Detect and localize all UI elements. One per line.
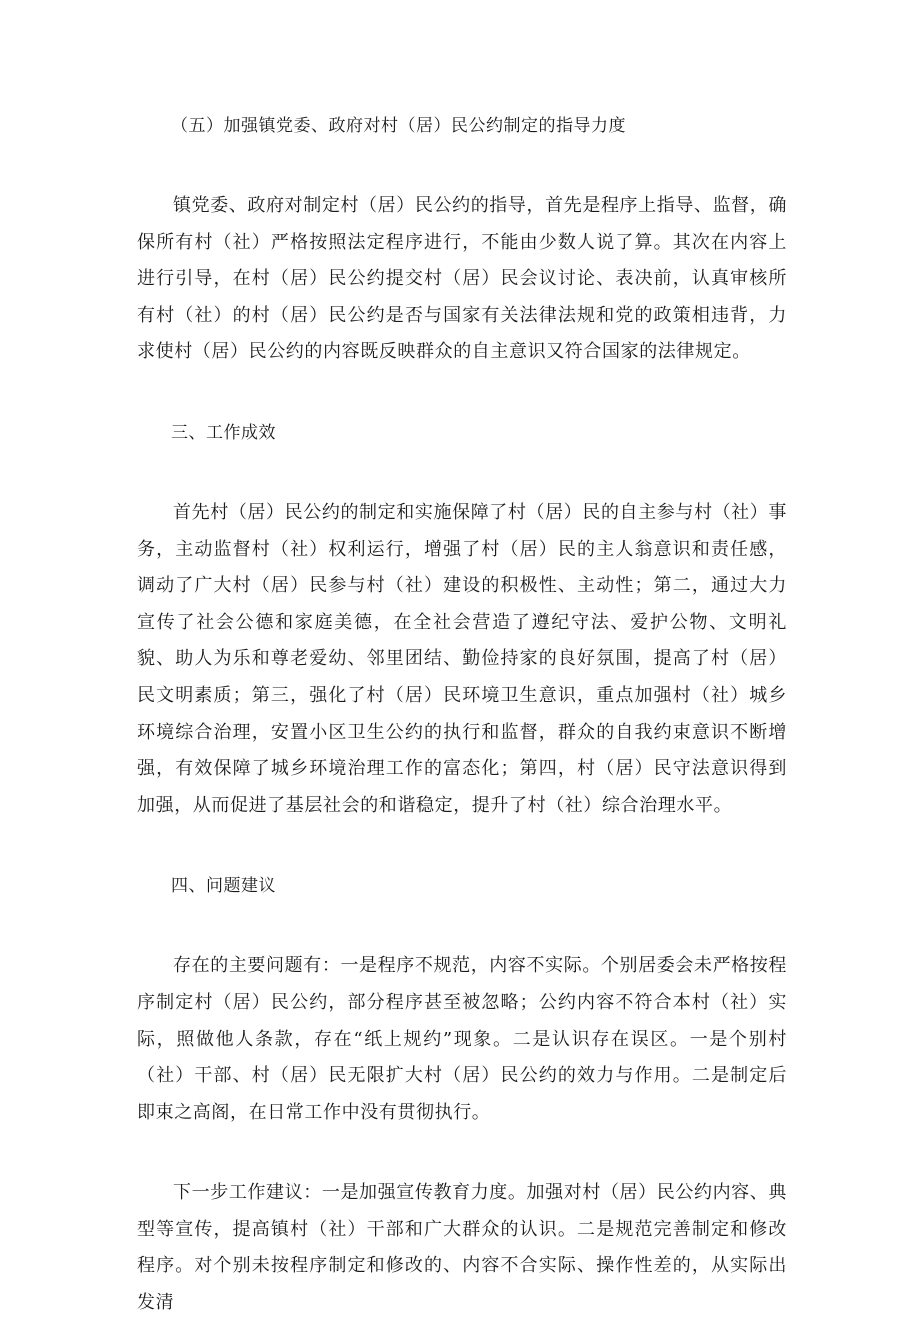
spacer (137, 451, 787, 495)
section-heading-5: （五）加强镇党委、政府对村（居）民公约制定的指导力度 (171, 116, 626, 136)
paragraph-results: 首先村（居）民公约的制定和实施保障了村（居）民的自主参与村（社）事务，主动监督村（社）权利运行，增强了村（居）民的主人翁意识和责任感，调动了广大村（居）民参与村（社）建设的积极性、主动性；第二，通过大力宣传了社会公德和家庭美德，在全社会营造了遵纪守法、爱护公物、文明礼貌、助人为乐和尊老爱幼、邻里团结、勤俭持家的良好氛围，提高了村（居）民文明素质；第三，强化了村（居）民环境卫生意识，重点加强村（社）城乡环境综合治理，安置小区卫生公约的执行和监督，群众的自我约束意识不断增强，有效保障了城乡环境治理工作的富态化；第四，村（居）民守法意识得到加强，从而促进了基层社会的和谐稳定，提升了村（社）综合治理水平。 (137, 501, 787, 816)
section-heading-3: 三、工作成效 (171, 422, 276, 443)
paragraph-suggestions: 下一步工作建议：一是加强宣传教育力度。加强对村（居）民公约内容、典型等宣传，提高镇村（社）干部和广大群众的认识。二是规范完善制定和修改程序。对个别未按程序制定和修改的、内容不合实际、操作性差的，从实际出发清 (137, 1182, 787, 1314)
document-page (137, 108, 787, 1322)
spacer (137, 1131, 787, 1175)
paragraph-problems: 存在的主要问题有：一是程序不规范，内容不实际。个别居委会未严格按程序制定村（居）民公约，部分程序甚至被忽略；公约内容不符合本村（社）实际，照做他人条款，存在“纸上规约”现象。二是认识存在误区。一是个别村（社）干部、村（居）民无限扩大村（居）民公约的效力与作用。二是制定后即束之高阁，在日常工作中没有贯彻执行。 (137, 955, 787, 1123)
paragraph-guidance: 镇党委、政府对制定村（居）民公约的指导，首先是程序上指导、监督，确保所有村（社）严格按照法定程序进行，不能由少数人说了算。其次在内容上进行引导，在村（居）民公约提交村（居）民会议讨论、表决前，认真审核所有村（社）的村（居）民公约是否与国家有关法律法规和党的政策相违背，力求使村（居）民公约的内容既反映群众的自主意识又符合国家的法律规定。 (137, 195, 787, 363)
section-heading-4: 四、问题建议 (171, 876, 276, 897)
spacer (137, 144, 787, 188)
spacer (137, 371, 787, 415)
spacer (137, 824, 787, 868)
spacer (137, 904, 787, 948)
